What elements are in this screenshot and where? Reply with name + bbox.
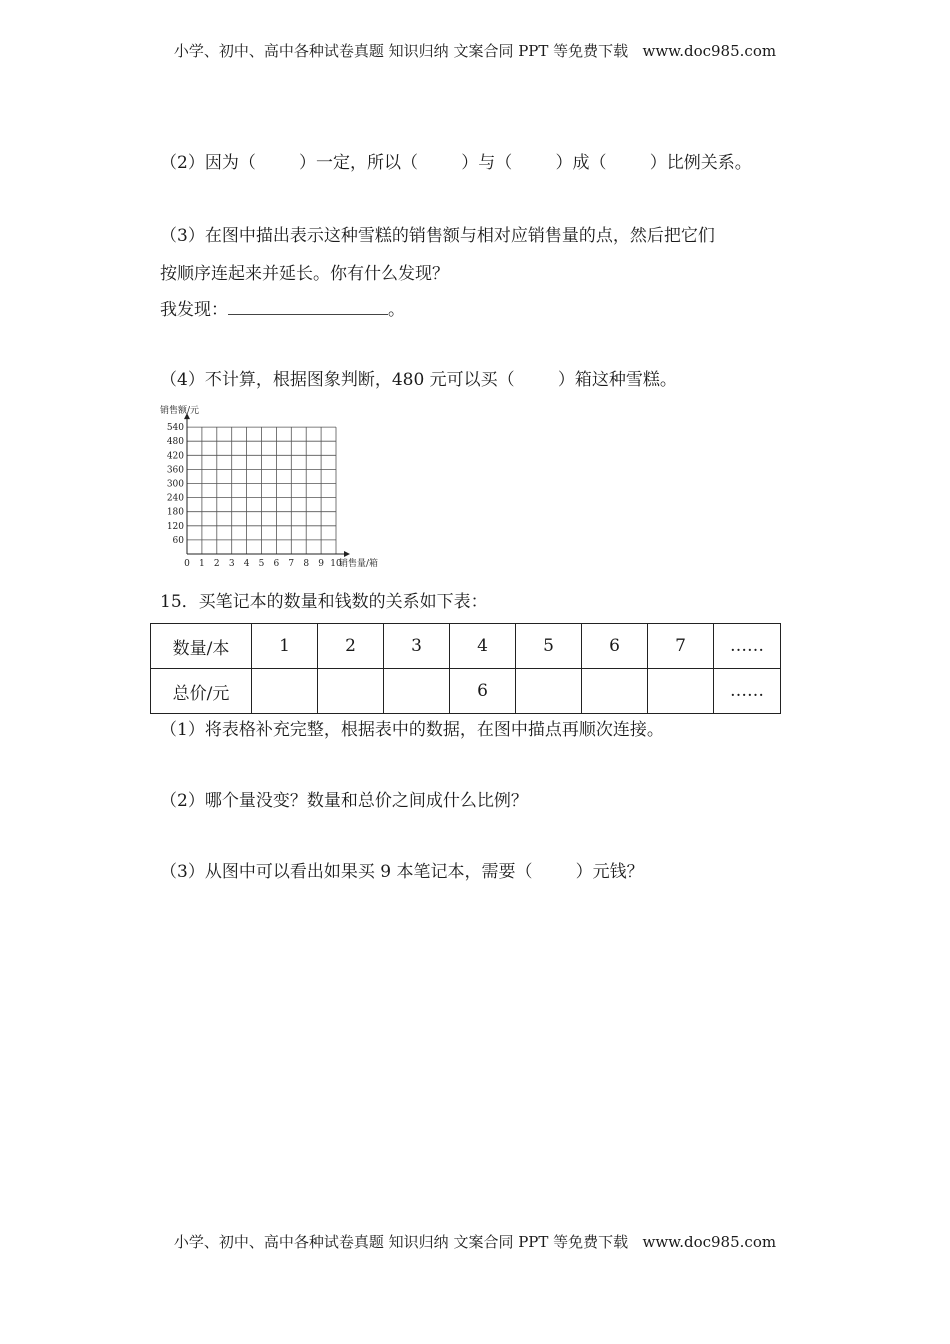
y-tick-label: 360 xyxy=(166,465,184,476)
table-cell: 7 xyxy=(648,624,714,669)
table-cell-blank[interactable] xyxy=(318,669,384,714)
row-header-quantity: 数量/本 xyxy=(151,624,252,669)
x-tick-label: 8 xyxy=(303,559,310,569)
y-tick-label: 420 xyxy=(166,451,184,462)
x-axis-label: 销售量/箱 xyxy=(339,559,379,569)
page-header: 小学、初中、高中各种试卷真题 知识归纳 文案合同 PPT 等免费下载 www.doc985.com xyxy=(173,42,777,60)
discovery-blank[interactable] xyxy=(228,300,388,315)
q14-part3-line1: （3）在图中描出表示这种雪糕的销售额与相对应销售量的点，然后把它们 xyxy=(160,226,715,246)
x-tick-label: 9 xyxy=(318,559,324,569)
table-cell: 6 xyxy=(582,624,648,669)
x-tick-label: 4 xyxy=(243,559,250,569)
y-tick-label: 540 xyxy=(166,423,184,434)
x-axis-arrow-icon xyxy=(344,551,350,557)
q15-part1: （1）将表格补充完整，根据表中的数据，在图中描点再顺次连接。 xyxy=(160,720,664,740)
table-row xyxy=(151,669,781,714)
discovery-end: 。 xyxy=(388,300,405,320)
sales-grid-chart xyxy=(160,402,405,574)
table-cell-ellipsis: …… xyxy=(714,624,781,669)
discovery-label: 我发现： xyxy=(160,300,228,320)
chart-ticks xyxy=(167,423,342,569)
table-cell: 6 xyxy=(450,669,516,714)
y-tick-label: 120 xyxy=(166,521,184,532)
x-tick-label: 3 xyxy=(228,559,235,569)
table-row xyxy=(151,624,781,669)
row-header-total-price: 总价/元 xyxy=(151,669,252,714)
notebook-price-table xyxy=(150,623,781,714)
table-cell-blank[interactable] xyxy=(648,669,714,714)
q15-part2: （2）哪个量没变？数量和总价之间成什么比例？ xyxy=(160,791,528,811)
table-cell: 3 xyxy=(384,624,450,669)
y-tick-label: 480 xyxy=(166,437,184,448)
chart-axes xyxy=(184,413,350,557)
y-axis-label: 销售额/元 xyxy=(160,406,200,416)
x-tick-label: 1 xyxy=(199,559,205,569)
table-cell: 4 xyxy=(450,624,516,669)
y-tick-label: 240 xyxy=(166,493,184,504)
x-tick-label: 7 xyxy=(288,559,295,569)
q14-discovery-line xyxy=(160,300,405,320)
table-cell-blank[interactable] xyxy=(516,669,582,714)
table-cell-ellipsis: …… xyxy=(714,669,781,714)
x-tick-label: 10 xyxy=(330,559,342,569)
y-tick-label: 60 xyxy=(172,535,184,546)
chart-grid xyxy=(187,427,336,554)
table-cell: 2 xyxy=(318,624,384,669)
page-footer: 小学、初中、高中各种试卷真题 知识归纳 文案合同 PPT 等免费下载 www.doc985.com xyxy=(173,1233,777,1251)
q14-part2: （2）因为（ ）一定，所以（ ）与（ ）成（ ）比例关系。 xyxy=(160,153,752,173)
table-cell-blank[interactable] xyxy=(384,669,450,714)
q15-part3: （3）从图中可以看出如果买 9 本笔记本，需要（ ）元钱？ xyxy=(160,862,644,882)
q14-part3-line2: 按顺序连起来并延长。你有什么发现？ xyxy=(160,264,449,284)
x-tick-label: 5 xyxy=(258,559,265,569)
x-tick-label: 2 xyxy=(213,559,220,569)
y-tick-label: 180 xyxy=(166,507,184,518)
y-tick-label: 300 xyxy=(166,479,184,490)
table-cell: 1 xyxy=(252,624,318,669)
q14-part4: （4）不计算，根据图象判断，480 元可以买（ ）箱这种雪糕。 xyxy=(160,370,677,390)
table-cell: 5 xyxy=(516,624,582,669)
table-cell-blank[interactable] xyxy=(252,669,318,714)
x-tick-label: 0 xyxy=(184,559,190,569)
x-tick-label: 6 xyxy=(273,559,280,569)
q15-title: 15．买笔记本的数量和钱数的关系如下表： xyxy=(160,592,488,612)
table-cell-blank[interactable] xyxy=(582,669,648,714)
